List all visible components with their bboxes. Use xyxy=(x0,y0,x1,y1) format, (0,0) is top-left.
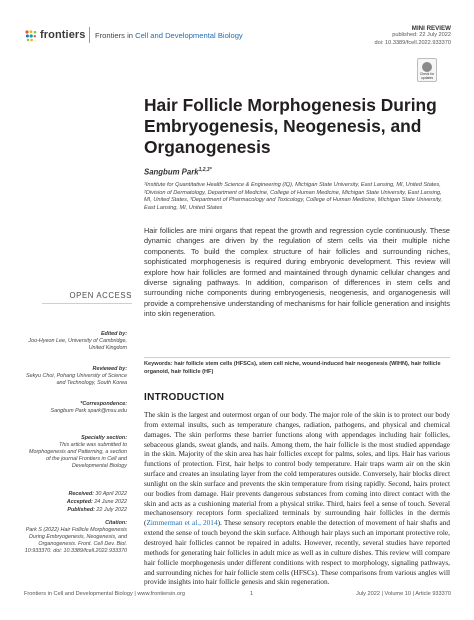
introduction-body xyxy=(144,410,450,587)
correspondence xyxy=(24,401,127,415)
citation-label: Citation: xyxy=(105,520,127,526)
abstract: Hair follicles are mini organs that repeat the growth and regression cycle continuously. These dynamic changes are driven by the regulation of stem cells via their multiple niche components. To build the complex structure of hair follicles and surrounding niches, sophisticated morphogenesis is required during embryonic development. This review will explore how hair follicles are formed and maintained through dynamic cellular changes and diverse signaling pathways. In addition, comparison of differences in stem cells and surrounding niche components during embryogenesis, neogenesis, and organogenesis will provide a comprehensive understanding of mechanisms for hair follicle generation and insights into skin regeneration. xyxy=(144,226,450,319)
accepted-label: Accepted: xyxy=(66,499,93,505)
keywords-label: Keywords: xyxy=(144,361,173,367)
edited-by-label: Edited by: xyxy=(100,331,127,337)
reference-link[interactable]: Zimmerman et al., 2014 xyxy=(146,518,218,528)
intro-text-2: ). These sensory receptors enable the detection of movement of hair shafts and extend the sense of touch beyond the skin surface. Although hair plays such an important protective role, destroyed hair follicles cannot be repaired in adults. However, recently, several studies have reported methods for generating hair follicles in adult mice as well as in culture dishes. This review will compare hair follicle morphogenesis under different conditions with respect to morphology, signaling pathways, and surrounding niches for hair follicle stem cells (HFSCs). These comparisons from various angles will provide insights into hair follicle genesis and skin regeneration. xyxy=(144,518,450,587)
reviewed-by-value: Sekyu Choi, Pohang University of Science and Technology, South Korea xyxy=(26,372,127,386)
article-meta xyxy=(374,25,451,47)
article-doi[interactable]: doi: 10.3389/fcell.2022.933370 xyxy=(374,39,451,46)
published-label: Published: xyxy=(67,507,95,513)
keywords-divider xyxy=(144,357,450,358)
published-date-sidebar xyxy=(24,507,127,514)
accepted-date xyxy=(24,499,127,506)
article-title: Hair Follicle Morphogenesis During Embryogenesis, Neogenesis, and Organogenesis xyxy=(144,95,437,157)
keywords-list: hair follicle stem cells (HFSCs), stem cell niche, wound-induced hair neogenesis (WIHN), hair follicle organoid, hair follicle (HF) xyxy=(144,361,441,375)
open-access-label: OPEN ACCESS xyxy=(69,291,132,300)
journal-prefix: Frontiers in xyxy=(95,31,136,40)
citation-value: Park S (2022) Hair Follicle Morphogenesis During Embryogenesis, Neogenesis, and Organogenesis. Front. Cell Dev. Biol. 10:933370. doi: 10.3389/fcell.2022.933370 xyxy=(24,526,127,554)
specialty-label: Specialty section: xyxy=(81,435,127,441)
citation xyxy=(24,520,127,555)
page-number: 1 xyxy=(250,591,254,597)
published-date: published: 22 July 2022 xyxy=(392,32,451,39)
reviewed-by xyxy=(24,366,127,387)
author-name[interactable]: Sangbum Park xyxy=(144,167,199,177)
footer-journal[interactable]: Frontiers in Cell and Developmental Biology | www.frontiersin.org xyxy=(24,591,185,597)
author-line xyxy=(144,167,212,177)
accepted-value: 24 June 2022 xyxy=(94,499,127,505)
reviewed-by-label: Reviewed by: xyxy=(92,366,127,372)
journal-name: Cell and Developmental Biology xyxy=(135,31,243,40)
received-date xyxy=(24,491,127,498)
specialty-value: This article was submitted to Morphogenesis and Patterning, a section of the journal Frontiers in Cell and Developmental Biology xyxy=(29,441,127,469)
received-value: 30 April 2022 xyxy=(95,491,127,497)
check-for-updates-label: Check for updates xyxy=(419,72,435,80)
footer-issue: July 2022 | Volume 10 | Article 933370 xyxy=(356,591,451,597)
correspondence-label: *Correspondence: xyxy=(80,401,127,407)
brand-name: frontiers xyxy=(40,29,86,41)
edited-by xyxy=(24,331,127,352)
open-access-divider xyxy=(42,303,132,304)
article-type: MINI REVIEW xyxy=(411,25,451,32)
check-for-updates-button[interactable] xyxy=(417,58,437,82)
received-label: Received: xyxy=(68,491,94,497)
affiliations: ¹Institute for Quantitative Health Science & Engineering (IQ), Michigan State University, East Lansing, MI, United States, ²Division of Dermatology, Department of Medicine, College of Human Medicine, Michigan State University, East Lansing, MI, United States, ³Department of Pharmacology and Toxicology, College of Human Medicine, Michigan State University, East Lansing, MI, United States xyxy=(144,182,443,211)
author-affiliation-marks: 1,2,3* xyxy=(198,167,212,173)
correspondence-value[interactable]: Sangbum Park spark@msu.edu xyxy=(50,407,127,414)
edited-by-value: Joo-Hyeon Lee, University of Cambridge, United Kingdom xyxy=(28,337,127,351)
frontiers-logo-icon xyxy=(24,29,38,43)
specialty-section xyxy=(24,435,127,470)
header-divider xyxy=(89,27,90,43)
update-icon xyxy=(422,62,432,72)
keywords xyxy=(144,361,450,376)
published-value: 22 July 2022 xyxy=(96,507,127,513)
journal-title[interactable] xyxy=(95,31,243,40)
intro-text-1: The skin is the largest and outermost organ of our body. The major role of the skin is to protect our body from external insults, such as temperature changes, radiation, pathogens, and physical and chemical damages. The skin performs these barrier functions along with appendages including hair follicles, sebaceous glands, sweat glands, and nails. Among them, the hair follicle is the most studied appendage in the skin. Majority of the skin area has hair follicles except for palms, soles, and lips. Hair has various functions of protection. First, hair helps to control body temperature. Hair traps warm air on the skin surface and creates an insulating layer from the cold temperatures outside. Conversely, hair blocks direct sunlight on the skin surface and prevents the skin temperature from rising rapidly. Second, hairs protect our bodies from damage. Hair prevents dangerous substances from coming into direct contact with the skin and acts as a cushioning material from a physical strike. Third, hairs feel a sense of touch. Several mechanosensory receptors form specialized terminals by surrounding hair follicles in the dermis ( xyxy=(144,410,450,528)
introduction-heading: INTRODUCTION xyxy=(144,392,225,403)
